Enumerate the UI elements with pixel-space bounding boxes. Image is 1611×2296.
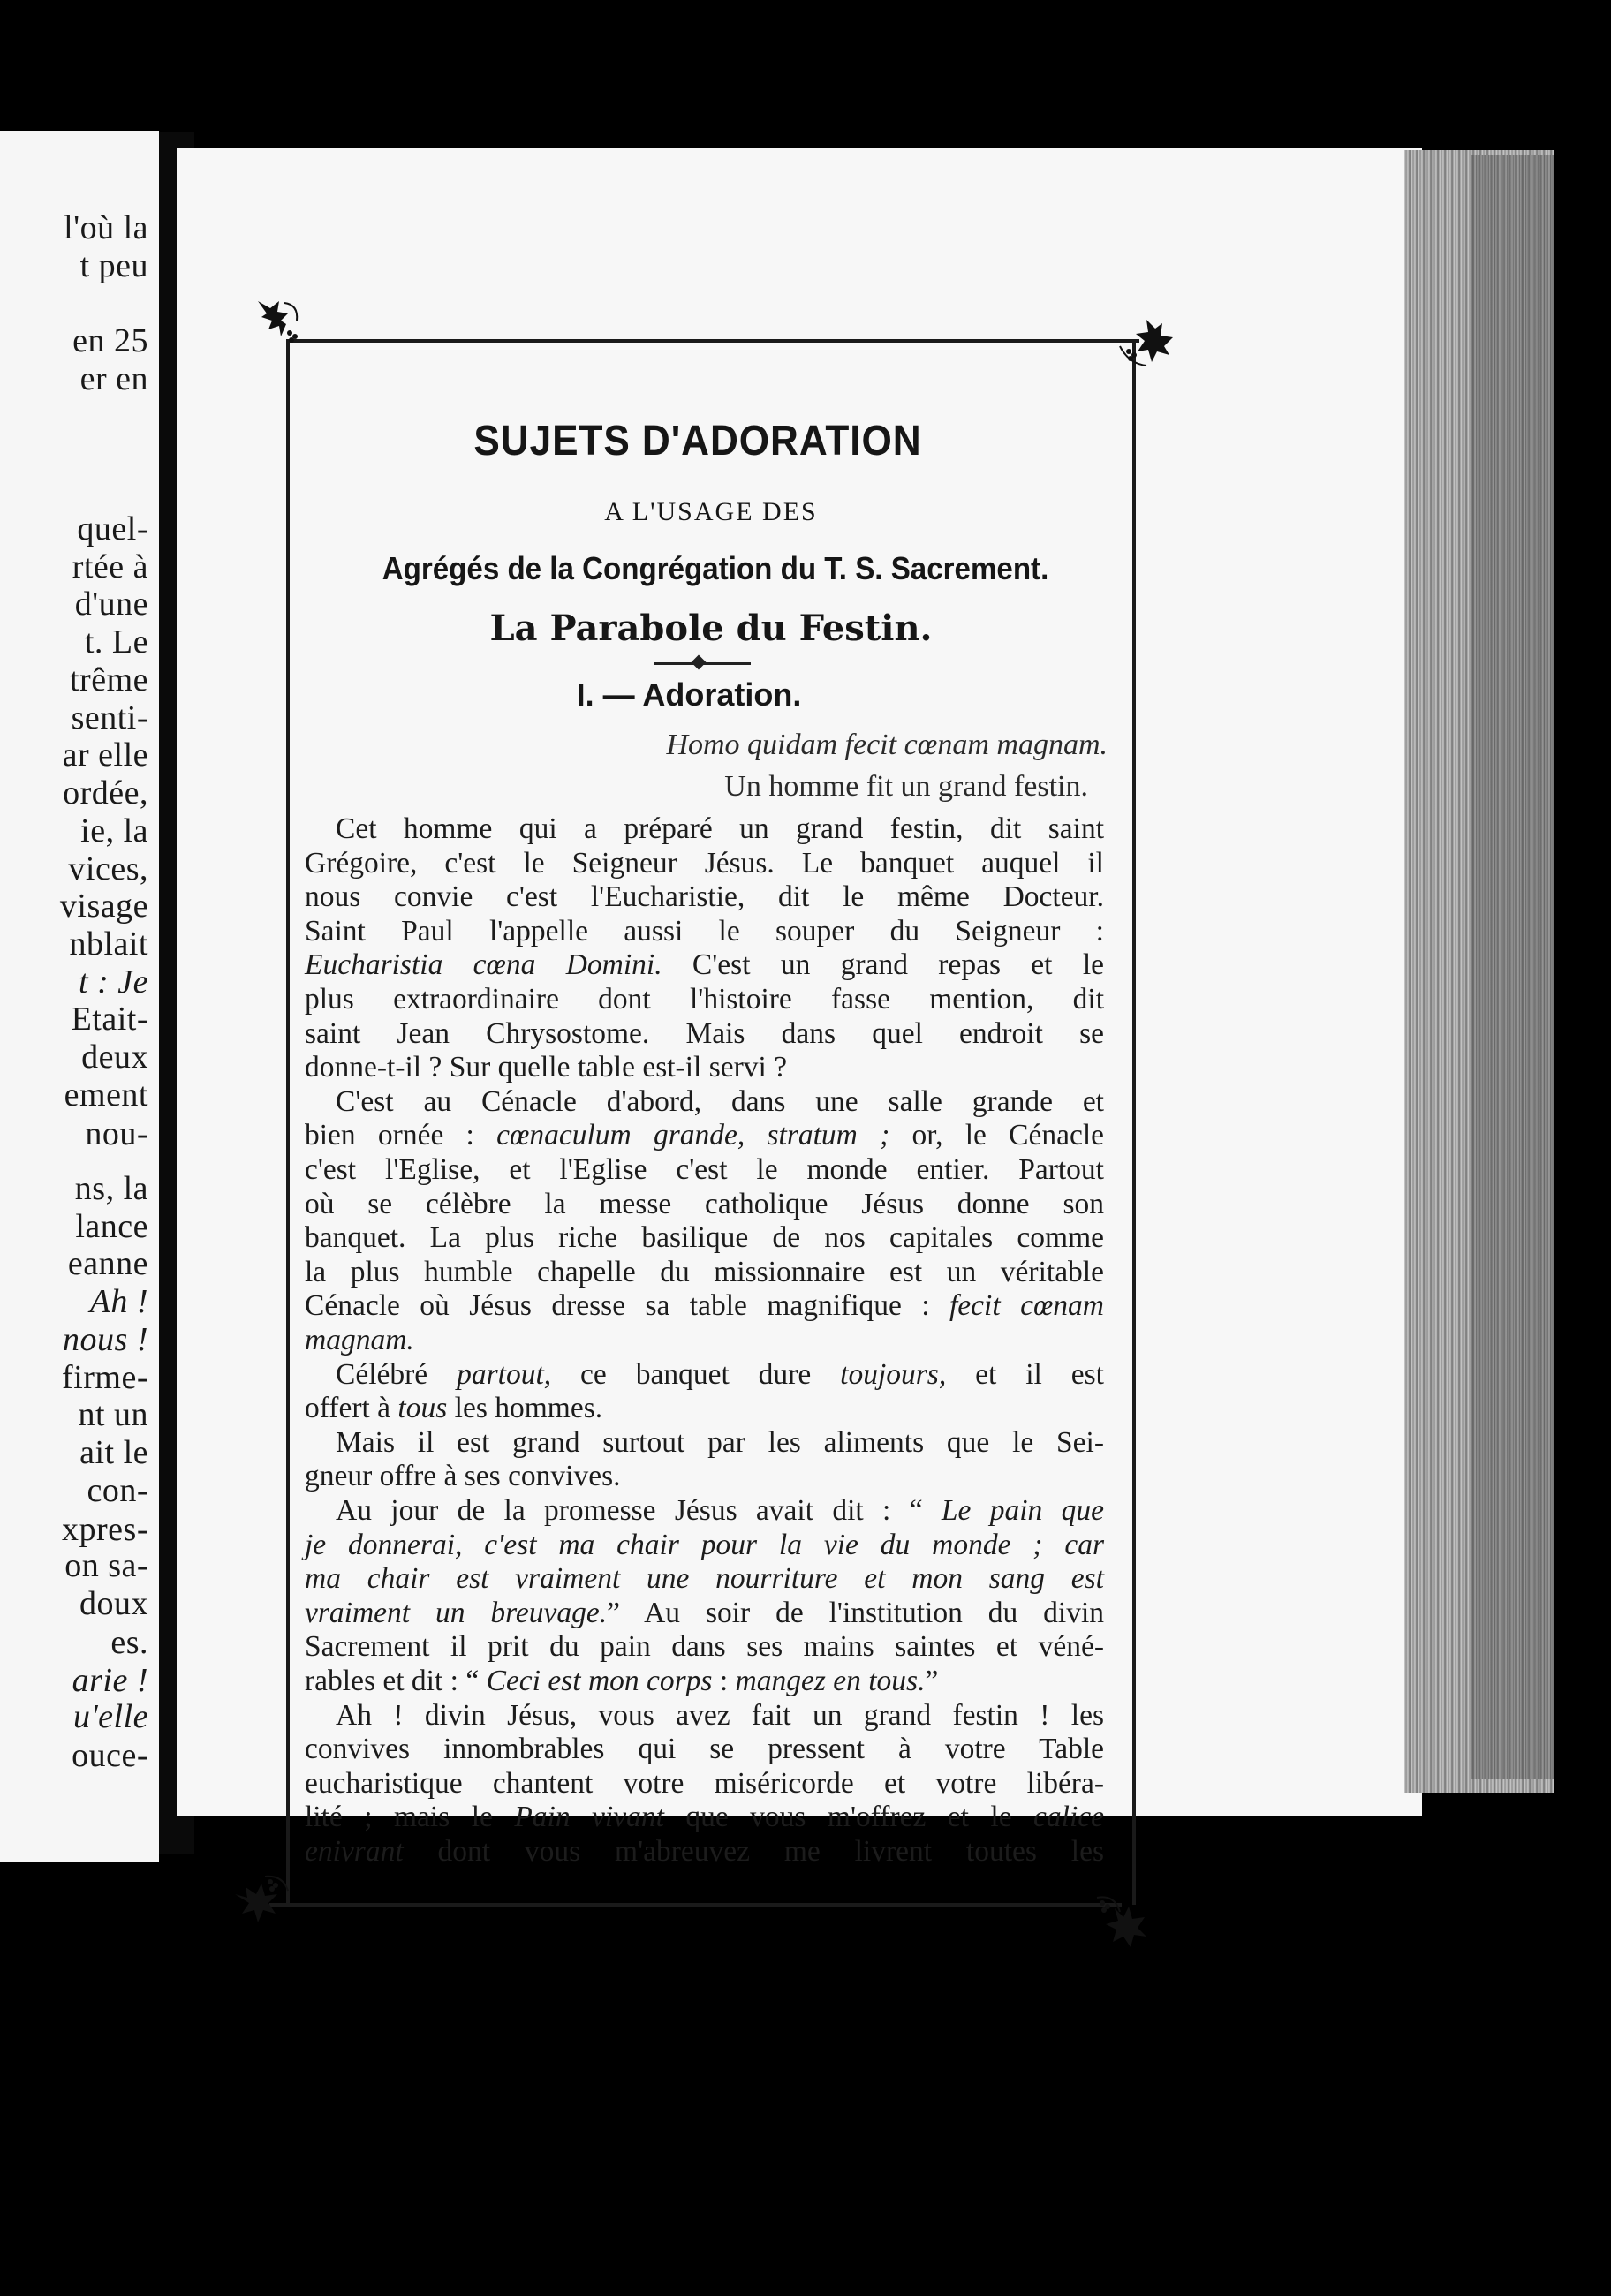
epigraph-latin: Homo quidam fecit cœnam magnam. [666, 729, 1108, 761]
left-page-fragment: es. [110, 1623, 148, 1661]
body-line [305, 1051, 1104, 1084]
left-page-fragment: vices, [68, 850, 148, 888]
body-line-segment: dont vous m'abreuvez me livrent toutes les [403, 1835, 1104, 1868]
body-line [305, 1256, 1104, 1289]
section-heading: La Parabole du Festin. [489, 608, 933, 649]
left-page-fragment: on sa- [64, 1547, 148, 1585]
body-line-segment: offert à [305, 1392, 398, 1425]
body-line-segment: Sacrement il prit du pain dans ses mains saintes et véné- [305, 1630, 1104, 1664]
body-line [305, 1630, 1104, 1664]
body-line [305, 1153, 1104, 1187]
left-page-fragment: senti- [71, 699, 148, 737]
body-line-italic-segment: calice [1033, 1801, 1105, 1834]
body-line-italic-segment: partout, [457, 1357, 552, 1391]
body-line-segment: où se célèbre la messe catholique Jésus donne son [305, 1187, 1104, 1220]
body-line [336, 812, 1104, 846]
body-line [336, 1085, 1104, 1119]
body-line-segment: Cet homme qui a préparé un grand festin, dit saint [336, 812, 1104, 845]
body-line-segment: la plus humble chapelle du missionnaire est un véritable [305, 1255, 1104, 1288]
left-page-fragment: d'une [74, 585, 148, 623]
body-line-segment: : [712, 1665, 736, 1697]
left-page-fragment: ement [64, 1076, 148, 1114]
body-line [336, 1699, 1104, 1733]
left-page-fragment: ait le [79, 1434, 148, 1472]
body-line-segment: eucharistique chantent votre miséricorde et votre libéra- [305, 1766, 1104, 1800]
left-page-fragment: doux [79, 1585, 148, 1623]
body-line-segment: donne-t-il ? Sur quelle table est-il servi ? [305, 1051, 788, 1084]
body-line-segment: banquet. La plus riche basilique de nos capitales comme [305, 1221, 1104, 1255]
body-line-italic-segment: Le pain que [941, 1494, 1104, 1527]
body-line-italic-segment: vraiment un breuvage. [305, 1596, 608, 1629]
body-line-segment: rables et dit : “ [305, 1665, 487, 1697]
body-line-segment: nous convie c'est l'Eucharistie, dit le même Docteur. [305, 880, 1104, 914]
body-line [305, 1767, 1104, 1801]
left-page-fragment: nblait [69, 925, 148, 963]
left-page-fragment: visage [59, 887, 148, 925]
left-page-fragment: t. Le [84, 623, 148, 661]
left-page-fragment: er en [79, 360, 148, 398]
body-line [305, 1221, 1104, 1255]
left-page-fragment: ns, la [74, 1170, 148, 1207]
frame-top-rule [287, 339, 1139, 343]
body-line-segment: Au jour de la promesse Jésus avait dit : “ [336, 1494, 942, 1527]
left-page-fragment: nou- [85, 1114, 148, 1152]
body-line-segment: bien ornée : [305, 1119, 497, 1152]
frame-bottom-rule [269, 1903, 1122, 1907]
body-line-segment: Mais il est grand surtout par les aliments que le Sei- [336, 1425, 1104, 1459]
body-line [305, 1801, 1104, 1834]
body-line [305, 1119, 1104, 1152]
vine-leaf-ornament-bottom-left [226, 1868, 297, 1938]
body-line [305, 1529, 1104, 1562]
body-line-segment: Cénacle où Jésus dresse sa table magnifique : [305, 1289, 949, 1323]
body-line-italic-segment: enivrant [305, 1835, 404, 1868]
body-line-italic-segment: magnam. [305, 1324, 414, 1356]
left-page-fragment: nt un [78, 1396, 148, 1433]
epigraph-french: Un homme fit un grand festin. [724, 770, 1088, 803]
body-line-segment: saint Jean Chrysostome. Mais dans quel endroit se [305, 1016, 1104, 1050]
left-page-fragment: eanne [67, 1244, 148, 1282]
body-line-segment: Grégoire, c'est le Seigneur Jésus. Le banquet auquel il [305, 846, 1104, 880]
body-line-segment: plus extraordinaire dont l'histoire fasse mention, dit [305, 983, 1104, 1016]
body-line [305, 880, 1104, 914]
body-line-italic-segment: Pain vivant [514, 1801, 664, 1834]
left-page-fragment: ie, la [80, 812, 148, 850]
body-line [305, 1324, 1104, 1357]
left-page-fragment: en 25 [72, 322, 148, 359]
subheading-adoration: I. — Adoration. [576, 676, 802, 713]
vine-leaf-ornament-bottom-right [1088, 1885, 1159, 1956]
left-page-fragment: firme- [62, 1359, 148, 1397]
body-line [305, 1562, 1104, 1596]
left-page-fragment: t : Je [79, 963, 148, 1001]
left-page-fragment: ordée, [63, 774, 148, 812]
body-line-segment: Ah ! divin Jésus, vous avez fait un grand festin ! les [336, 1698, 1104, 1732]
body-line-segment: C'est un grand repas et le [662, 948, 1104, 982]
left-page-fragment: Ah ! [89, 1283, 148, 1320]
body-line-segment: ce banquet dure [551, 1357, 841, 1391]
body-line [305, 1460, 1104, 1493]
subtitle-congregation: Agrégés de la Congrégation du T. S. Sacrement. [382, 550, 1049, 586]
vine-leaf-ornament-top-right [1111, 311, 1182, 381]
body-line-segment: or, le Cénacle [889, 1119, 1104, 1152]
body-line [336, 1358, 1104, 1392]
left-page-fragment: quel- [77, 510, 148, 548]
body-line [336, 1426, 1104, 1460]
body-line-segment: gneur offre à ses convives. [305, 1460, 621, 1493]
left-page-fragment: arie ! [72, 1661, 148, 1699]
body-line-segment: c'est l'Eglise, et l'Eglise c'est le monde entier. Partout [305, 1153, 1104, 1186]
body-line-italic-segment: Ceci est mon corps [486, 1665, 713, 1697]
body-line-italic-segment: mangez en tous. [735, 1665, 926, 1697]
body-line [305, 915, 1104, 948]
left-page-fragment: ouce- [72, 1736, 148, 1774]
body-line [305, 1835, 1104, 1869]
body-line [305, 1392, 1104, 1425]
left-page-fragment: trême [69, 661, 148, 699]
body-line-segment: et il est [946, 1357, 1104, 1391]
left-page-fragment: ar elle [62, 736, 148, 774]
body-line-italic-segment: ma chair est vraiment une nourriture et mon sang est [305, 1562, 1104, 1596]
body-line-italic-segment: Eucharistia cœna Domini. [305, 948, 662, 982]
page-edges-shadow [1471, 155, 1554, 1779]
body-line-segment: les hommes. [447, 1392, 603, 1425]
left-page-fragment: con- [87, 1472, 148, 1510]
left-page-fragment: xpres- [62, 1510, 148, 1548]
body-line-segment: convives innombrables qui se pressent à votre Table [305, 1733, 1104, 1766]
body-line-segment: que vous m'offrez et le [663, 1801, 1034, 1834]
body-line [305, 847, 1104, 880]
body-line-italic-segment: je donnerai, c'est ma chair pour la vie du monde ; car [305, 1528, 1104, 1561]
body-line-segment: C'est au Cénacle d'abord, dans une salle grande et [336, 1084, 1104, 1118]
body-line [305, 1188, 1104, 1221]
body-line-segment: ” [925, 1665, 939, 1697]
body-line [336, 1494, 1104, 1528]
body-line [305, 1289, 1104, 1323]
body-line [305, 983, 1104, 1016]
body-line [305, 1733, 1104, 1766]
left-page-fragment: lance [75, 1208, 148, 1246]
left-page-fragment: t peu [79, 247, 148, 285]
left-page-fragment: rtée à [72, 548, 148, 585]
body-line-segment: Célébré [336, 1357, 458, 1391]
body-line-segment: ” Au soir de l'institution du divin [607, 1596, 1105, 1629]
body-line [305, 1665, 1104, 1698]
left-page-fragment: u'elle [73, 1698, 148, 1736]
page-title: SUJETS D'ADORATION [473, 418, 922, 464]
left-page-fragment: Etait- [71, 1001, 148, 1038]
body-line-italic-segment: toujours, [840, 1357, 947, 1391]
left-page-fragment: deux [81, 1038, 148, 1076]
vine-leaf-ornament-top-left [246, 294, 316, 365]
left-facing-page [0, 131, 159, 1862]
body-line-italic-segment: cœnaculum grande, stratum ; [496, 1119, 890, 1152]
left-page-fragment: nous ! [63, 1321, 148, 1359]
subtitle-usage: A L'USAGE DES [604, 497, 818, 526]
body-line-italic-segment: tous [397, 1392, 448, 1425]
body-line [305, 948, 1104, 982]
body-line-italic-segment: fecit cœnam [949, 1289, 1104, 1323]
left-page-fragment: l'où la [64, 209, 148, 246]
body-line [305, 1017, 1104, 1051]
body-line-segment: Saint Paul l'appelle aussi le souper du Seigneur : [305, 914, 1104, 948]
body-line [305, 1597, 1104, 1630]
body-line-segment: lité ; mais le [305, 1801, 515, 1834]
